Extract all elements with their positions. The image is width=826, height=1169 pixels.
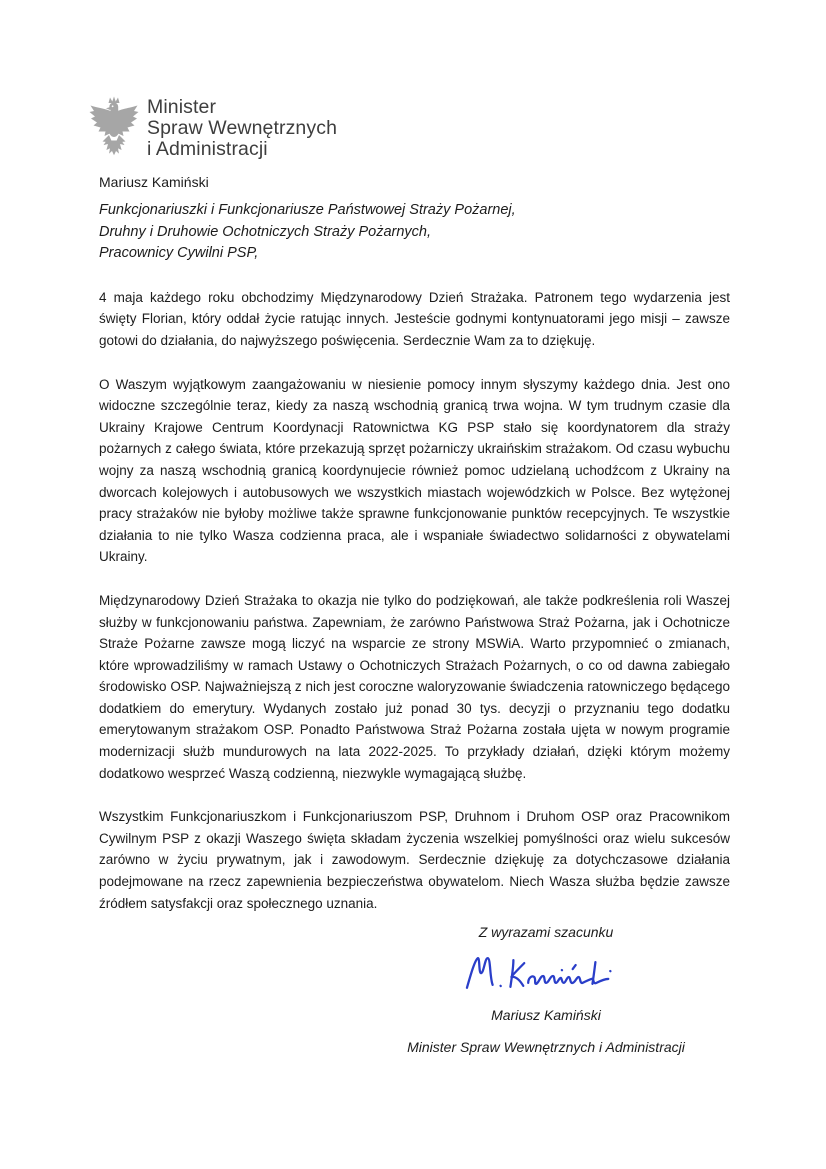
salutation-line-3: Pracownicy Cywilni PSP,: [99, 245, 259, 262]
paragraph-3: Międzynarodowy Dzień Strażaka to okazja nie tylko do podziękowań, ale także podkreślenia roli Waszej służby w funkcjonowaniu państwa. Zapewniam, że zarówno Państwowa Straż Pożarna, jak i Ochotnicze Straże Pożarne zawsze mogą liczyć na wsparcie ze strony MSWiA. Warto przypomnieć o zmianach, które wprowadziliśmy w ramach Ustawy o Ochotniczych Strażach Pożarnych, o co od dawna zabiegało środowisko OSP. Najważniejszą z nich jest coroczne waloryzowanie świadczenia ratowniczego będącego dodatkiem do emerytury. Wydanych zostało już ponad 30 tys. decyzji o przyznaniu tego dodatku emerytowanym strażakom OSP. Ponadto Państwowa Straż Pożarna została ujęta w nowym programie modernizacji służb mundurowych na lata 2022-2025. To przykłady działań, dzięki którym możemy dodatkowo wesprzeć Waszą codzienną, niezwykle wymagającą służbę.: [99, 592, 730, 781]
handwritten-signature: [390, 947, 702, 999]
salutation-line-2: Druhny i Druhowie Ochotniczych Straży Pożarnych,: [99, 223, 432, 240]
letterhead: [88, 95, 337, 166]
signer-name: Mariusz Kamiński: [491, 1006, 601, 1023]
paragraph-2: O Waszym wyjątkowym zaangażowaniu w niesienie pomocy innym słyszymy każdego dnia. Jest ono widoczne szczególnie teraz, kiedy za naszą wschodnią granicą trwa wojna. W tym trudnym czasie dla Ukrainy Krajowe Centrum Koordynacji Ratownictwa KG PSP stało się koordynatorem dla straży pożarnych z całego świata, które przekazują sprzęt pożarniczy ukraińskim strażakom. Od czasu wybuchu wojny za naszą wschodnią granicą koordynujecie również pomoc udzielaną uchodźcom z Ukrainy na dworcach kolejowych i autobusowych we wszystkich miastach wojewódzkich w Polsce. Bez wytężonej pracy strażaków nie byłoby możliwe także sprawne funkcjonowanie punktów recepcyjnych. Te wszystkie działania to nie tylko Wasza codzienna praca, ale i wspaniałe świadectwo solidarności z obywatelami Ukrainy.: [99, 376, 730, 565]
letter-body: [99, 200, 730, 936]
paragraph-1: 4 maja każdego roku obchodzimy Międzynarodowy Dzień Strażaka. Patronem tego wydarzenia jest święty Florian, który oddał życie ratując innych. Jesteście godnymi kontynuatorami jego misji – zawsze gotowi do działania, do najwyższego poświęcenia. Serdecznie Wam za to dziękuję.: [99, 289, 730, 348]
polish-eagle-emblem-icon: [88, 95, 140, 166]
paragraph-4: Wszystkim Funkcjonariuszkom i Funkcjonariuszom PSP, Druhnom i Druhom OSP oraz Pracownikom Cywilnym PSP z okazji Waszego święta składam życzenia wszelkiej pomyślności oraz wielu sukcesów zarówno w życiu prywatnym, jak i zawodowym. Serdecznie dziękuję za dotychczasowe działania podejmowane na rzecz zapewnienia bezpieczeństwa obywatelom. Niech Wasza służba będzie zawsze źródłem satysfakcji oraz społecznego uznania.: [99, 809, 730, 911]
salutation-line-1: Funkcjonariuszki i Funkcjonariusze Państwowej Straży Pożarnej,: [99, 202, 516, 218]
signer-title: Minister Spraw Wewnętrznych i Administracji: [407, 1039, 685, 1056]
ministry-title-line3: i Administracji: [147, 138, 268, 160]
ministry-title-line2: Spraw Wewnętrznych: [147, 117, 338, 139]
ministry-title-line1: Minister: [147, 96, 217, 118]
closing-phrase: Z wyrazami szacunku: [478, 924, 614, 940]
sender-name: Mariusz Kamiński: [99, 174, 209, 190]
closing-block: [390, 922, 702, 1059]
salutation: [99, 200, 730, 265]
ministry-title: [147, 97, 337, 160]
